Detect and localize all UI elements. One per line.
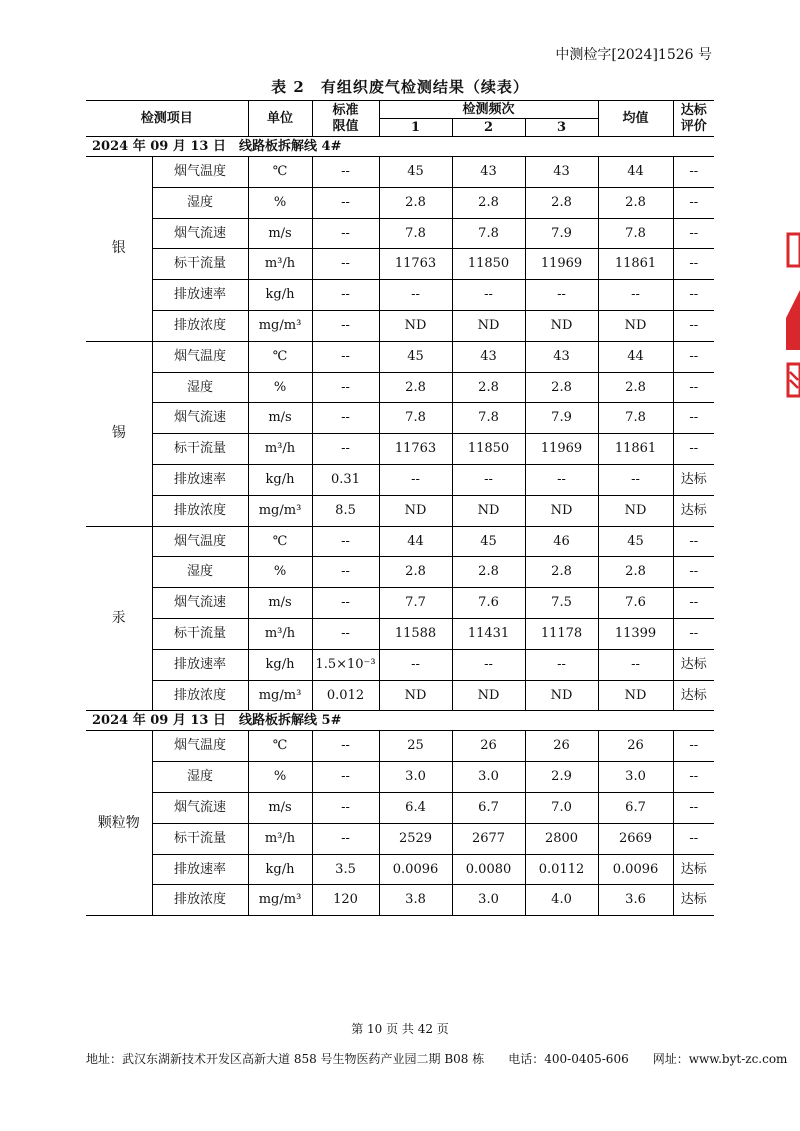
param-cell: 标干流量 [152, 249, 248, 280]
evaluation-cell: -- [673, 526, 714, 557]
evaluation-cell: -- [673, 434, 714, 465]
value-1-cell: ND [379, 310, 452, 341]
evaluation-cell: -- [673, 823, 714, 854]
evaluation-cell: -- [673, 588, 714, 619]
mean-cell: 45 [598, 526, 673, 557]
standard-cell: -- [312, 341, 379, 372]
param-cell: 标干流量 [152, 618, 248, 649]
item-cell: 银 [86, 157, 152, 342]
evaluation-cell: -- [673, 310, 714, 341]
evaluation-cell: -- [673, 157, 714, 188]
value-2-cell: 45 [452, 526, 525, 557]
standard-cell: -- [312, 434, 379, 465]
evaluation-cell: 达标 [673, 854, 714, 885]
standard-cell: -- [312, 823, 379, 854]
param-cell: 烟气温度 [152, 341, 248, 372]
header-evaluation [673, 101, 714, 137]
value-3-cell: -- [525, 280, 598, 311]
evaluation-cell: -- [673, 218, 714, 249]
value-3-cell: ND [525, 680, 598, 711]
value-1-cell: 2.8 [379, 372, 452, 403]
value-2-cell: 43 [452, 157, 525, 188]
evaluation-cell: -- [673, 187, 714, 218]
section-row [86, 137, 714, 157]
value-3-cell: 0.0112 [525, 854, 598, 885]
standard-cell: -- [312, 218, 379, 249]
value-2-cell: 6.7 [452, 792, 525, 823]
value-2-cell: -- [452, 649, 525, 680]
value-3-cell: 7.9 [525, 218, 598, 249]
unit-cell: % [248, 762, 312, 793]
table-row [86, 649, 714, 680]
param-cell: 烟气温度 [152, 157, 248, 188]
value-3-cell: 7.5 [525, 588, 598, 619]
value-3-cell: 26 [525, 731, 598, 762]
value-3-cell: 2.8 [525, 372, 598, 403]
value-3-cell: 4.0 [525, 885, 598, 916]
param-cell: 烟气流速 [152, 218, 248, 249]
unit-cell: m/s [248, 792, 312, 823]
standard-cell: -- [312, 310, 379, 341]
mean-cell: 2.8 [598, 372, 673, 403]
table-row [86, 341, 714, 372]
header-evaluation-text: 达标评价 [680, 102, 707, 134]
item-cell: 汞 [86, 526, 152, 711]
mean-cell: 6.7 [598, 792, 673, 823]
value-3-cell: 11178 [525, 618, 598, 649]
mean-cell: 26 [598, 731, 673, 762]
unit-cell: ℃ [248, 157, 312, 188]
param-cell: 排放速率 [152, 280, 248, 311]
value-1-cell: 2.8 [379, 187, 452, 218]
standard-cell: -- [312, 731, 379, 762]
value-1-cell: 11763 [379, 434, 452, 465]
mean-cell: ND [598, 310, 673, 341]
mean-cell: 2.8 [598, 557, 673, 588]
standard-cell: 120 [312, 885, 379, 916]
value-3-cell: 11969 [525, 434, 598, 465]
value-3-cell: ND [525, 495, 598, 526]
mean-cell: 11861 [598, 249, 673, 280]
value-1-cell: 11588 [379, 618, 452, 649]
table-row [86, 731, 714, 762]
value-2-cell: 43 [452, 341, 525, 372]
unit-cell: kg/h [248, 854, 312, 885]
param-cell: 湿度 [152, 187, 248, 218]
table-row [86, 526, 714, 557]
unit-cell: m/s [248, 588, 312, 619]
param-cell: 湿度 [152, 762, 248, 793]
value-2-cell: 11850 [452, 249, 525, 280]
header-freq-3: 3 [525, 119, 598, 137]
unit-cell: m³/h [248, 618, 312, 649]
evaluation-cell: -- [673, 341, 714, 372]
standard-cell: -- [312, 588, 379, 619]
value-2-cell: ND [452, 310, 525, 341]
standard-cell: -- [312, 187, 379, 218]
section-row [86, 711, 714, 731]
value-1-cell: -- [379, 280, 452, 311]
evaluation-cell: 达标 [673, 649, 714, 680]
table-row [86, 618, 714, 649]
standard-cell: 0.012 [312, 680, 379, 711]
unit-cell: m³/h [248, 249, 312, 280]
evaluation-cell: -- [673, 762, 714, 793]
evaluation-cell: 达标 [673, 464, 714, 495]
value-2-cell: 0.0080 [452, 854, 525, 885]
value-1-cell: 44 [379, 526, 452, 557]
item-cell: 锡 [86, 341, 152, 526]
standard-cell: -- [312, 526, 379, 557]
mean-cell: 3.0 [598, 762, 673, 793]
value-2-cell: ND [452, 680, 525, 711]
value-2-cell: 2.8 [452, 372, 525, 403]
value-1-cell: 7.8 [379, 218, 452, 249]
header-unit: 单位 [248, 101, 312, 137]
mean-cell: 2.8 [598, 187, 673, 218]
table-row [86, 310, 714, 341]
value-1-cell: 0.0096 [379, 854, 452, 885]
table-row [86, 434, 714, 465]
value-3-cell: 11969 [525, 249, 598, 280]
standard-cell: 8.5 [312, 495, 379, 526]
param-cell: 烟气温度 [152, 731, 248, 762]
value-3-cell: 43 [525, 341, 598, 372]
header-item: 检测项目 [86, 101, 248, 137]
value-3-cell: 2800 [525, 823, 598, 854]
standard-cell: -- [312, 403, 379, 434]
header-mean: 均值 [598, 101, 673, 137]
param-cell: 标干流量 [152, 434, 248, 465]
evaluation-cell: -- [673, 731, 714, 762]
value-3-cell: 2.9 [525, 762, 598, 793]
param-cell: 烟气流速 [152, 588, 248, 619]
unit-cell: mg/m³ [248, 885, 312, 916]
value-3-cell: 46 [525, 526, 598, 557]
unit-cell: % [248, 187, 312, 218]
value-1-cell: 2.8 [379, 557, 452, 588]
param-cell: 湿度 [152, 557, 248, 588]
standard-cell: 1.5×10⁻³ [312, 649, 379, 680]
value-3-cell: 43 [525, 157, 598, 188]
param-cell: 排放速率 [152, 854, 248, 885]
value-1-cell: 2529 [379, 823, 452, 854]
value-1-cell: 7.7 [379, 588, 452, 619]
mean-cell: 11861 [598, 434, 673, 465]
unit-cell: m/s [248, 218, 312, 249]
param-cell: 标干流量 [152, 823, 248, 854]
seal-stamp-partial [766, 228, 800, 398]
value-2-cell: ND [452, 495, 525, 526]
param-cell: 排放速率 [152, 464, 248, 495]
value-2-cell: 26 [452, 731, 525, 762]
footer-address: 地址：武汉东湖新技术开发区高新大道 858 号生物医药产业园二期 B08 栋 电话：400-0405-606 网址：www.byt-zc.com [86, 1052, 788, 1066]
evaluation-cell: -- [673, 249, 714, 280]
value-3-cell: 2.8 [525, 187, 598, 218]
standard-cell: -- [312, 157, 379, 188]
table-row [86, 403, 714, 434]
header-frequency: 检测频次 [379, 101, 598, 119]
mean-cell: ND [598, 495, 673, 526]
param-cell: 排放浓度 [152, 680, 248, 711]
table-row [86, 557, 714, 588]
value-1-cell: 3.8 [379, 885, 452, 916]
value-1-cell: 7.8 [379, 403, 452, 434]
standard-cell: -- [312, 762, 379, 793]
value-1-cell: 45 [379, 157, 452, 188]
unit-cell: ℃ [248, 526, 312, 557]
value-1-cell: 11763 [379, 249, 452, 280]
param-cell: 排放浓度 [152, 310, 248, 341]
page-number: 第 10 页 共 42 页 [351, 1022, 449, 1036]
table-row [86, 249, 714, 280]
evaluation-cell: 达标 [673, 680, 714, 711]
standard-cell: -- [312, 280, 379, 311]
value-1-cell: ND [379, 495, 452, 526]
evaluation-cell: -- [673, 372, 714, 403]
table-row [86, 823, 714, 854]
value-1-cell: 45 [379, 341, 452, 372]
value-2-cell: 2.8 [452, 187, 525, 218]
mean-cell: 3.6 [598, 885, 673, 916]
value-2-cell: 2677 [452, 823, 525, 854]
table-body [86, 137, 714, 916]
value-1-cell: -- [379, 649, 452, 680]
mean-cell: -- [598, 280, 673, 311]
param-cell: 湿度 [152, 372, 248, 403]
value-2-cell: -- [452, 280, 525, 311]
evaluation-cell: -- [673, 618, 714, 649]
value-3-cell: 2.8 [525, 557, 598, 588]
table-row [86, 187, 714, 218]
param-cell: 烟气流速 [152, 792, 248, 823]
table-row [86, 588, 714, 619]
unit-cell: mg/m³ [248, 310, 312, 341]
value-1-cell: ND [379, 680, 452, 711]
value-2-cell: 3.0 [452, 762, 525, 793]
evaluation-cell: -- [673, 403, 714, 434]
unit-cell: m³/h [248, 434, 312, 465]
unit-cell: kg/h [248, 280, 312, 311]
value-2-cell: -- [452, 464, 525, 495]
header-freq-2: 2 [452, 119, 525, 137]
standard-cell: -- [312, 618, 379, 649]
value-3-cell: ND [525, 310, 598, 341]
value-3-cell: 7.9 [525, 403, 598, 434]
param-cell: 烟气流速 [152, 403, 248, 434]
unit-cell: m³/h [248, 823, 312, 854]
table-row [86, 372, 714, 403]
value-2-cell: 3.0 [452, 885, 525, 916]
table-row [86, 280, 714, 311]
value-3-cell: -- [525, 649, 598, 680]
unit-cell: ℃ [248, 731, 312, 762]
param-cell: 排放速率 [152, 649, 248, 680]
evaluation-cell: 达标 [673, 885, 714, 916]
table-row [86, 495, 714, 526]
value-2-cell: 7.8 [452, 218, 525, 249]
unit-cell: % [248, 372, 312, 403]
standard-cell: -- [312, 249, 379, 280]
unit-cell: mg/m³ [248, 680, 312, 711]
standard-cell: 3.5 [312, 854, 379, 885]
value-2-cell: 2.8 [452, 557, 525, 588]
mean-cell: 44 [598, 341, 673, 372]
value-3-cell: -- [525, 464, 598, 495]
header-freq-1: 1 [379, 119, 452, 137]
mean-cell: 7.6 [598, 588, 673, 619]
mean-cell: 44 [598, 157, 673, 188]
evaluation-cell: -- [673, 557, 714, 588]
value-2-cell: 7.8 [452, 403, 525, 434]
value-2-cell: 11431 [452, 618, 525, 649]
standard-cell: 0.31 [312, 464, 379, 495]
document-number: 中测检字[2024]1526 号 [555, 47, 712, 63]
value-3-cell: 7.0 [525, 792, 598, 823]
standard-cell: -- [312, 372, 379, 403]
mean-cell: -- [598, 464, 673, 495]
value-1-cell: 6.4 [379, 792, 452, 823]
standard-cell: -- [312, 792, 379, 823]
value-2-cell: 11850 [452, 434, 525, 465]
param-cell: 排放浓度 [152, 495, 248, 526]
value-1-cell: 3.0 [379, 762, 452, 793]
table-row [86, 762, 714, 793]
value-1-cell: 25 [379, 731, 452, 762]
header-standard-text: 标准限值 [332, 102, 359, 134]
mean-cell: 0.0096 [598, 854, 673, 885]
unit-cell: mg/m³ [248, 495, 312, 526]
mean-cell: 2669 [598, 823, 673, 854]
param-cell: 烟气温度 [152, 526, 248, 557]
evaluation-cell: 达标 [673, 495, 714, 526]
mean-cell: 7.8 [598, 403, 673, 434]
mean-cell: 11399 [598, 618, 673, 649]
table-row [86, 885, 714, 916]
evaluation-cell: -- [673, 280, 714, 311]
mean-cell: ND [598, 680, 673, 711]
unit-cell: ℃ [248, 341, 312, 372]
table-row [86, 464, 714, 495]
value-2-cell: 7.6 [452, 588, 525, 619]
table-row [86, 854, 714, 885]
unit-cell: m/s [248, 403, 312, 434]
unit-cell: % [248, 557, 312, 588]
table-row [86, 218, 714, 249]
section-label: 2024 年 09 月 13 日 线路板拆解线 4# [86, 137, 714, 157]
evaluation-cell: -- [673, 792, 714, 823]
results-table [86, 100, 714, 916]
unit-cell: kg/h [248, 649, 312, 680]
header-standard [312, 101, 379, 137]
table-title: 表 2 有组织废气检测结果（续表） [271, 78, 529, 96]
item-cell: 颗粒物 [86, 731, 152, 916]
standard-cell: -- [312, 557, 379, 588]
unit-cell: kg/h [248, 464, 312, 495]
table-row [86, 157, 714, 188]
mean-cell: 7.8 [598, 218, 673, 249]
mean-cell: -- [598, 649, 673, 680]
value-1-cell: -- [379, 464, 452, 495]
section-label: 2024 年 09 月 13 日 线路板拆解线 5# [86, 711, 714, 731]
param-cell: 排放浓度 [152, 885, 248, 916]
table-row [86, 680, 714, 711]
table-row [86, 792, 714, 823]
